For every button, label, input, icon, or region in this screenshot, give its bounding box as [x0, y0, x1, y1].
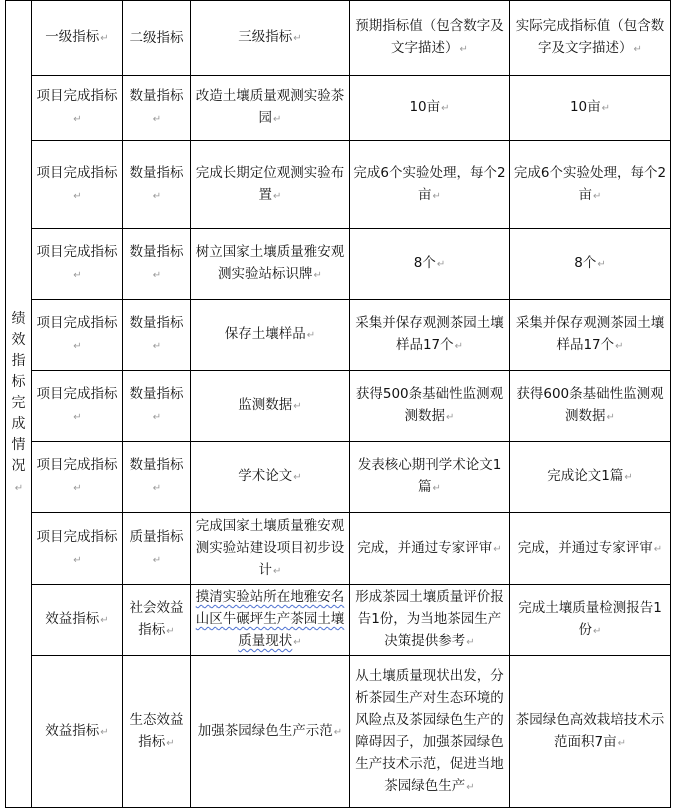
- cell-level1: 项目完成指标↵: [32, 371, 123, 442]
- table-row: [6, 442, 671, 513]
- cell-level3: 保存土壤样品↵: [191, 300, 350, 371]
- cell-actual: 茶园绿色高效栽培技术示范面积7亩↵: [510, 656, 671, 808]
- cell-level1: 项目完成指标↵: [32, 513, 123, 585]
- cell-expected: 从土壤质量现状出发，分析茶园生产对生态环境的风险点及茶园绿色生产的障碍因子，加强茶园绿色生产技术示范，促进当地茶园绿色生产↵: [350, 656, 510, 808]
- cell-expected: 8个↵: [350, 229, 510, 300]
- cell-expected: 10亩↵: [350, 76, 510, 141]
- cell-level2: 数量指标↵: [123, 76, 191, 141]
- cell-actual: 10亩↵: [510, 76, 671, 141]
- cell-expected: 完成，并通过专家评审↵: [350, 513, 510, 585]
- cell-level2: 数量指标↵: [123, 371, 191, 442]
- cell-expected: 获得500条基础性监测观测数据↵: [350, 371, 510, 442]
- header-level2: 二级指标: [123, 1, 191, 76]
- table-row: [6, 585, 671, 656]
- header-level1: 一级指标↵: [32, 1, 123, 76]
- cell-actual: 完成论文1篇↵: [510, 442, 671, 513]
- cell-level3: 树立国家土壤质量雅安观测实验站标识牌↵: [191, 229, 350, 300]
- cell-level1: 项目完成指标↵: [32, 141, 123, 229]
- cell-actual: 获得600条基础性监测观测数据↵: [510, 371, 671, 442]
- cell-actual: 采集并保存观测茶园土壤样品17个↵: [510, 300, 671, 371]
- table-row: [6, 371, 671, 442]
- cell-level2: 质量指标↵: [123, 513, 191, 585]
- header-level3: 三级指标↵: [191, 1, 350, 76]
- table-row: [6, 656, 671, 808]
- cell-level1: 项目完成指标↵: [32, 442, 123, 513]
- side-label-cell: 绩效指标完成情况↵: [6, 1, 32, 808]
- cell-actual: 完成6个实验处理，每个2亩↵: [510, 141, 671, 229]
- cell-expected: 完成6个实验处理，每个2亩↵: [350, 141, 510, 229]
- cell-level1: 项目完成指标↵: [32, 229, 123, 300]
- cell-expected: 采集并保存观测茶园土壤样品17个↵: [350, 300, 510, 371]
- cell-level3: 改造土壤质量观测实验茶园↵: [191, 76, 350, 141]
- cell-level1: 效益指标↵: [32, 656, 123, 808]
- cell-level3: 学术论文↵: [191, 442, 350, 513]
- cell-level1: 项目完成指标↵: [32, 300, 123, 371]
- performance-indicator-table: [5, 0, 671, 808]
- table-row: [6, 300, 671, 371]
- cell-expected: 形成茶园土壤质量评价报告1份，为当地茶园生产决策提供参考↵: [350, 585, 510, 656]
- cell-level2: 数量指标↵: [123, 229, 191, 300]
- table-row: [6, 76, 671, 141]
- cell-level1: 项目完成指标↵: [32, 76, 123, 141]
- cell-level2: 数量指标↵: [123, 141, 191, 229]
- table-row: [6, 513, 671, 585]
- cell-actual: 8个↵: [510, 229, 671, 300]
- side-label: 绩效指标完成情况: [11, 311, 26, 474]
- cell-level2: 社会效益指标↵: [123, 585, 191, 656]
- cell-level1: 效益指标↵: [32, 585, 123, 656]
- cell-actual: 完成土壤质量检测报告1份↵: [510, 585, 671, 656]
- cell-level3: 完成国家土壤质量雅安观测实验站建设项目初步设计↵: [191, 513, 350, 585]
- table-row: [6, 229, 671, 300]
- cell-level3: 摸清实验站所在地雅安名山区牛碾坪生产茶园土壤质量现状↵: [191, 585, 350, 656]
- cell-level3: 完成长期定位观测实验布置↵: [191, 141, 350, 229]
- cell-level3: 加强茶园绿色生产示范↵: [191, 656, 350, 808]
- table-row: [6, 141, 671, 229]
- cell-expected: 发表核心期刊学术论文1篇↵: [350, 442, 510, 513]
- cell-level2: 数量指标↵: [123, 442, 191, 513]
- header-expected: 预期指标值（包含数字及文字描述）↵: [350, 1, 510, 76]
- header-actual: 实际完成指标值（包含数字及文字描述）↵: [510, 1, 671, 76]
- header-row: [6, 1, 671, 76]
- cell-actual: 完成，并通过专家评审↵: [510, 513, 671, 585]
- cell-level2: 数量指标↵: [123, 300, 191, 371]
- cell-level2: 生态效益指标↵: [123, 656, 191, 808]
- cell-level3: 监测数据↵: [191, 371, 350, 442]
